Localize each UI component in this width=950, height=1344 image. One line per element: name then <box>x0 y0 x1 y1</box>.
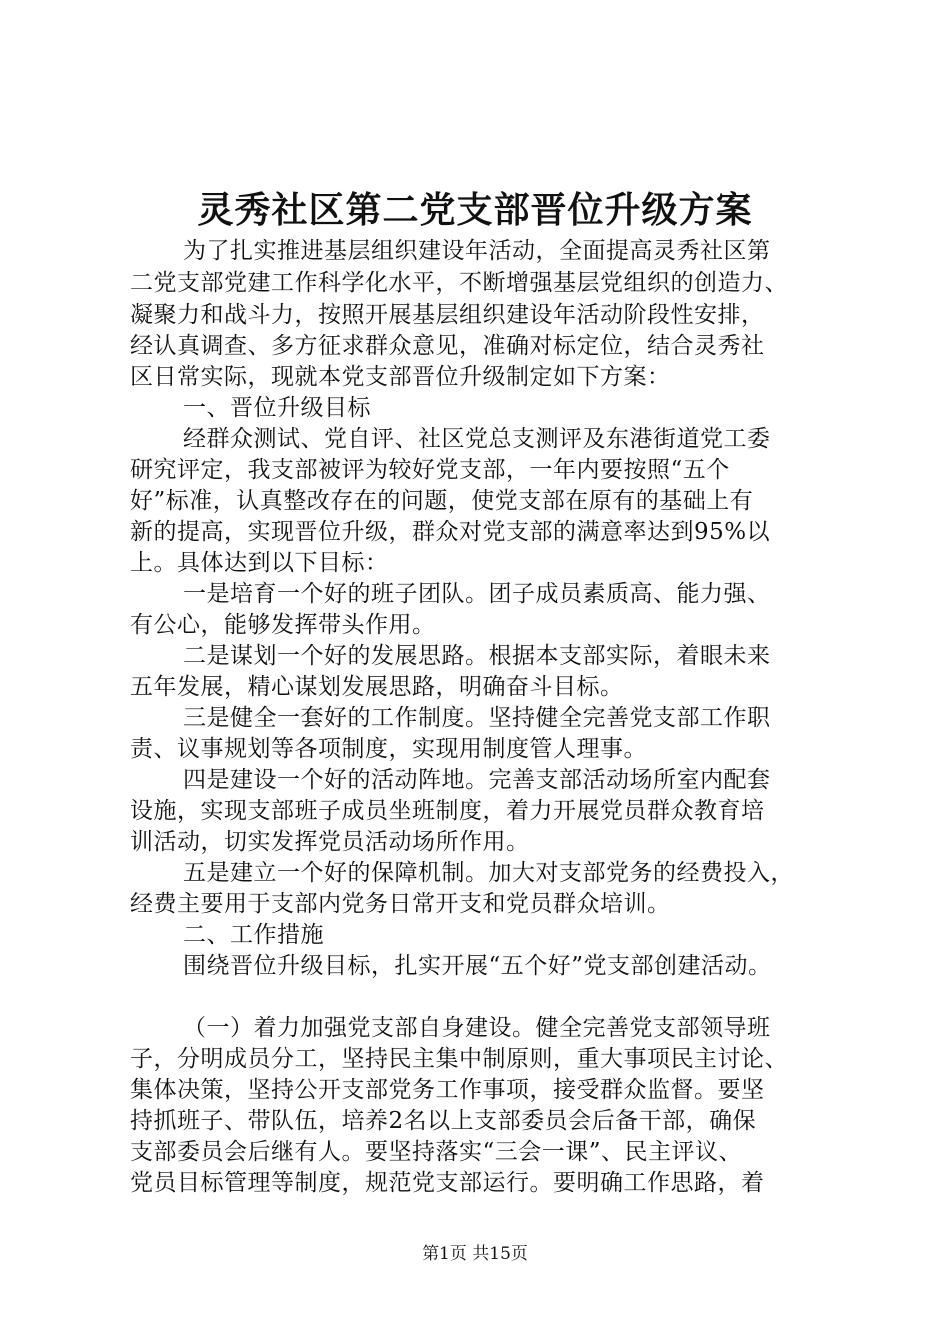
body-line: 子，分明成员分工，坚持民主集中制原则，重大事项民主讨论、 <box>130 1046 788 1072</box>
body-line: 四是建设一个好的活动阵地。完善支部活动场所室内配套 <box>183 767 771 793</box>
body-line: 五是建立一个好的保障机制。加大对支部党务的经费投入， <box>183 860 794 886</box>
body-line: 有公心，能够发挥带头作用。 <box>130 612 436 638</box>
body-line: 研究评定，我支部被评为较好党支部，一年内要按照“五个 <box>130 457 730 483</box>
body-line: 五年发展，精心谋划发展思路，明确奋斗目标。 <box>130 674 624 700</box>
body-line: 党员目标管理等制度，规范党支部运行。要明确工作思路，着 <box>130 1170 765 1196</box>
body-line: 责、议事规划等各项制度，实现用制度管人理事。 <box>130 736 647 762</box>
body-line: 区日常实际，现就本党支部晋位升级制定如下方案： <box>130 364 671 390</box>
body-line: 围绕晋位升级目标，扎实开展“五个好”党支部创建活动。 <box>183 953 772 979</box>
body-line: 集体决策，坚持公开支部党务工作事项，接受群众监督。要坚 <box>130 1077 765 1103</box>
page-number: 第1页 共15页 <box>422 1244 528 1264</box>
body-line: 二是谋划一个好的发展思路。根据本支部实际，着眼未来 <box>183 643 771 669</box>
document-title: 灵秀社区第二党支部晋位升级方案 <box>197 189 753 231</box>
body-line: 二党支部党建工作科学化水平，不断增强基层党组织的创造力、 <box>130 270 788 296</box>
section-heading: 一、晋位升级目标 <box>183 395 371 421</box>
body-line: 凝聚力和战斗力，按照开展基层组织建设年活动阶段性安排， <box>130 302 765 328</box>
body-line: 支部委员会后继有人。要坚持落实“三会一课”、民主评议、 <box>130 1139 743 1165</box>
body-line: 训活动，切实发挥党员活动场所作用。 <box>130 829 530 855</box>
body-line: （一）着力加强党支部自身建设。健全完善党支部领导班 <box>183 1015 771 1041</box>
body-line: 设施，实现支部班子成员坐班制度，着力开展党员群众教育培 <box>130 798 765 824</box>
body-line: 一是培育一个好的班子团队。团子成员素质高、能力强、 <box>183 581 771 607</box>
body-line: 好”标准，认真整改存在的问题，使党支部在原有的基础上有 <box>130 488 754 514</box>
body-line: 三是健全一套好的工作制度。坚持健全完善党支部工作职 <box>183 705 771 731</box>
body-line: 新的提高，实现晋位升级，群众对党支部的满意率达到95%以 <box>130 519 771 545</box>
body-line: 为了扎实推进基层组织建设年活动，全面提高灵秀社区第 <box>183 238 771 264</box>
section-heading: 二、工作措施 <box>183 922 324 948</box>
body-line: 经费主要用于支部内党务日常开支和党员群众培训。 <box>130 891 671 917</box>
body-line: 上。具体达到以下目标： <box>130 550 389 576</box>
body-line: 经认真调查、多方征求群众意见，准确对标定位，结合灵秀社 <box>130 333 765 359</box>
body-line: 经群众测试、党自评、社区党总支测评及东港街道党工委 <box>183 426 771 452</box>
body-line: 持抓班子、带队伍，培养2名以上支部委员会后备干部，确保 <box>130 1108 757 1134</box>
